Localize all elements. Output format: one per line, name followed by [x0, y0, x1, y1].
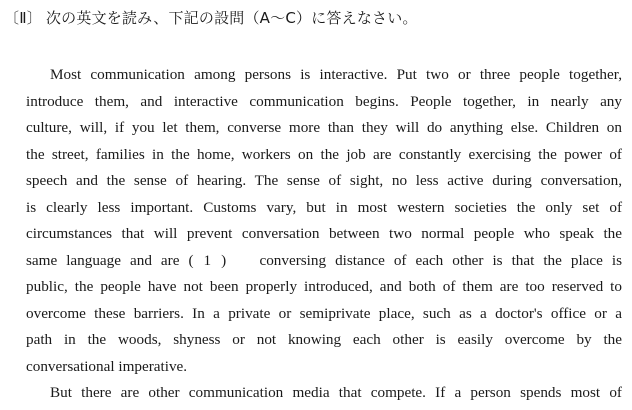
reading-passage [26, 62, 622, 407]
answer-blank-1 [188, 248, 250, 275]
question-heading [4, 8, 418, 28]
question-instruction: 次の英文を読み、下記の設問（A～C）に答えなさい。 [45, 9, 418, 27]
passage-line: the street, families in the home, workers on the job are constantly exercising the power of [26, 145, 622, 163]
blank-line-text-before: same language and are [26, 251, 180, 269]
passage-line-with-blank [26, 248, 622, 275]
passage-line: overcome these barriers. In a private or semiprivate place, such as a doctor's office or a [26, 304, 622, 322]
passage-line: Most communication among persons is interactive. Put two or three people together, [50, 66, 622, 83]
part-number: 〔Ⅱ〕 [4, 9, 42, 27]
passage-line: culture, will, if you let them, converse more than they will do anything else. Children on [26, 119, 622, 136]
passage-line: introduce them, and interactive communication begins. People together, in nearly any [26, 92, 622, 110]
blank-number: 1 [203, 251, 212, 269]
passage-line: speech and the sense of hearing. The sense of sight, no less active during conversation, [26, 172, 622, 189]
passage-line: public, the people have not been properly introduced, and both of them are too reserved to [26, 278, 622, 295]
blank-open-paren: ( [188, 251, 194, 269]
blank-close-paren: ) [221, 251, 227, 269]
blank-line-text-after: conversing distance of each other is that the place is [259, 251, 623, 269]
passage-line: But there are other communication media that compete. If a person spends most of [50, 384, 622, 401]
passage-line: path in the woods, shyness or not knowing each other is easily overcome by the [26, 331, 622, 348]
passage-line: circumstances that will prevent conversation between two normal people who speak the [26, 225, 622, 242]
passage-line: is clearly less important. Customs vary, but in most western societies the only set of [26, 198, 622, 216]
passage-line: conversational imperative. [26, 357, 188, 375]
